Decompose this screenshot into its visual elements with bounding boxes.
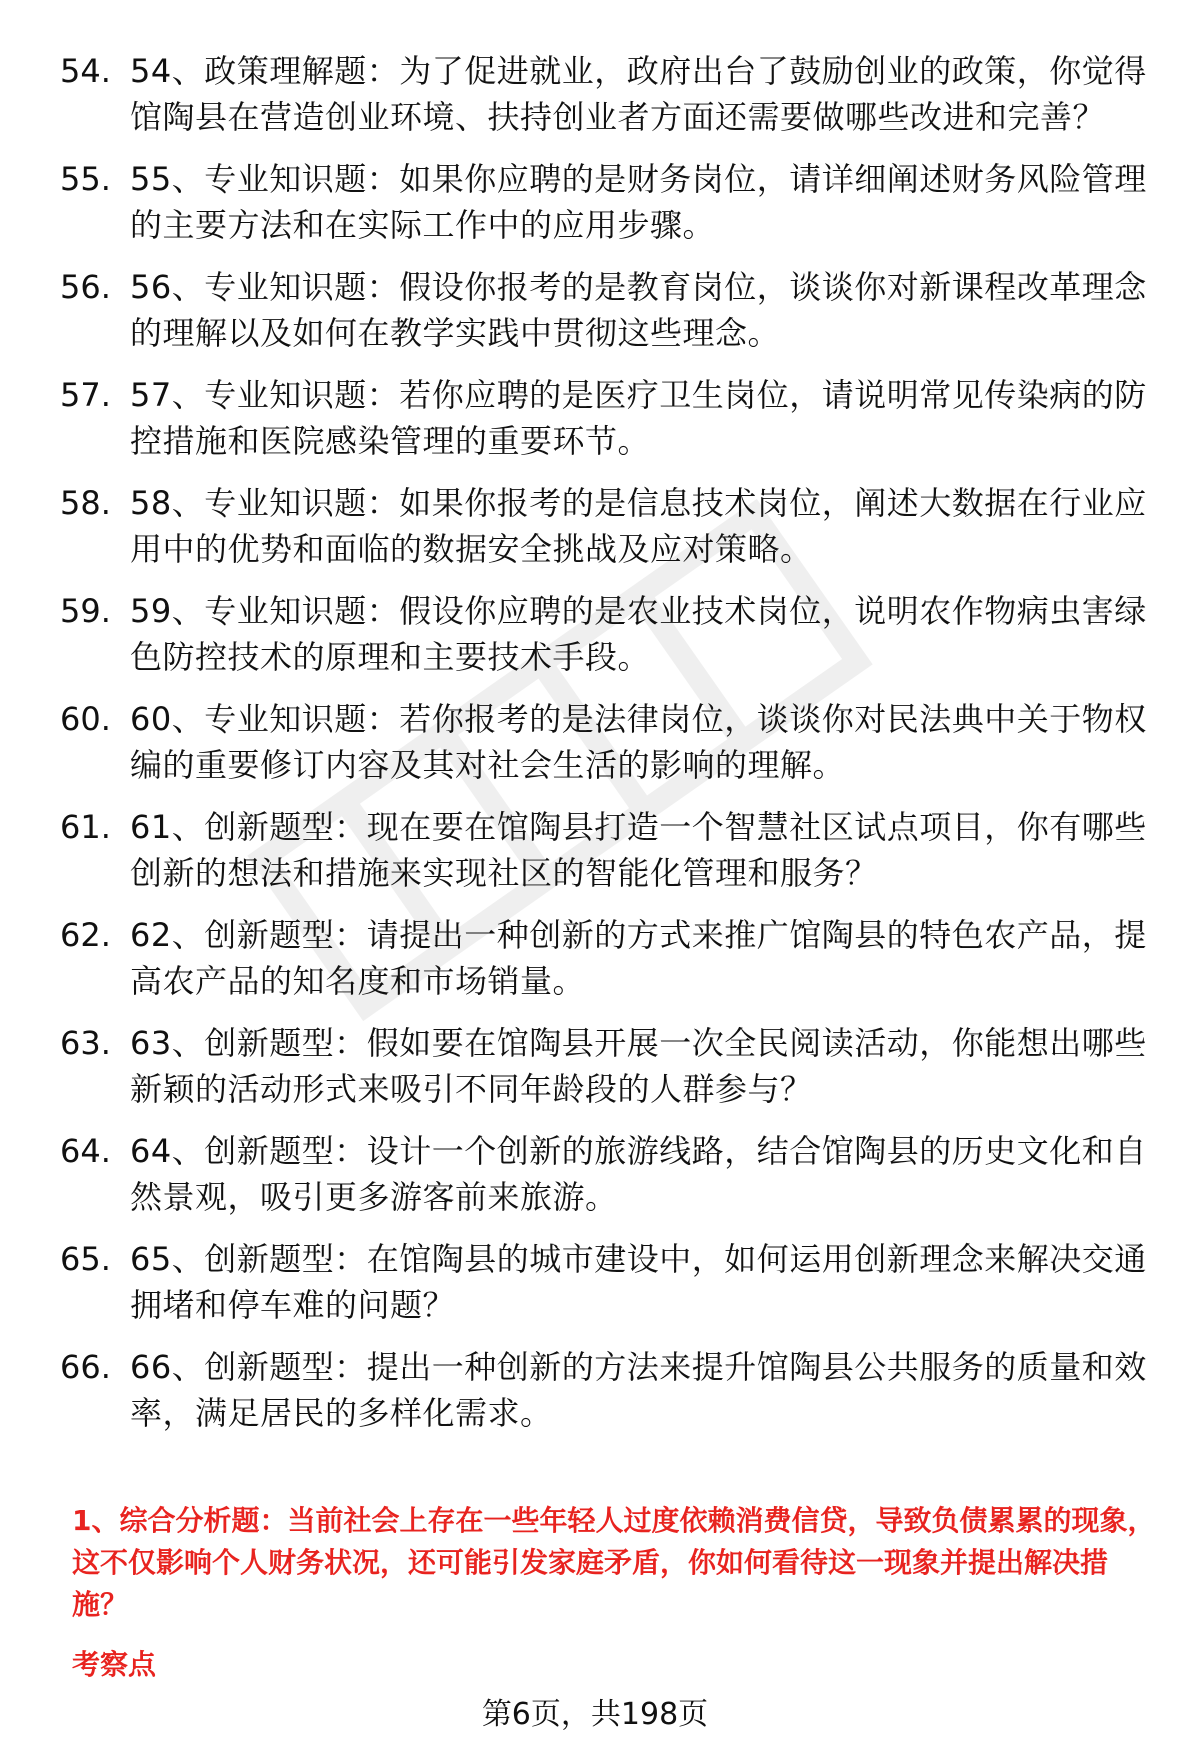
item-number: 62.: [60, 916, 111, 954]
item-text: 61、创新题型：现在要在馆陶县打造一个智慧社区试点项目，你有哪些创新的想法和措施来实现社区的智能化管理和服务？: [130, 808, 1147, 892]
item-text: 65、创新题型：在馆陶县的城市建设中，如何运用创新理念来解决交通拥堵和停车难的问题？: [130, 1240, 1147, 1324]
item-text: 58、专业知识题：如果你报考的是信息技术岗位，阐述大数据在行业应用中的优势和面临的数据安全挑战及应对策略。: [130, 484, 1147, 568]
item-number: 66.: [60, 1348, 111, 1386]
item-number: 59.: [60, 592, 111, 630]
item-text: 56、专业知识题：假设你报考的是教育岗位，谈谈你对新课程改革理念的理解以及如何在教学实践中贯彻这些理念。: [130, 268, 1147, 352]
list-item: [60, 48, 1155, 140]
list-item: [60, 372, 1155, 464]
list-item: [60, 588, 1155, 680]
list-item: [60, 912, 1155, 1004]
item-number: 58.: [60, 484, 111, 522]
list-item: [60, 264, 1155, 356]
item-number: 63.: [60, 1024, 111, 1062]
list-item: [60, 1020, 1155, 1112]
item-text: 64、创新题型：设计一个创新的旅游线路，结合馆陶县的历史文化和自然景观，吸引更多游客前来旅游。: [130, 1132, 1147, 1216]
item-text: 55、专业知识题：如果你应聘的是财务岗位，请详细阐述财务风险管理的主要方法和在实际工作中的应用步骤。: [130, 160, 1147, 244]
item-number: 60.: [60, 700, 111, 738]
list-item: [60, 480, 1155, 572]
page-footer: 第6页，共198页: [481, 1697, 709, 1732]
item-number: 56.: [60, 268, 111, 306]
item-number: 55.: [60, 160, 111, 198]
item-number: 64.: [60, 1132, 111, 1170]
item-number: 57.: [60, 376, 111, 414]
item-number: 54.: [60, 52, 111, 90]
item-number: 65.: [60, 1240, 111, 1278]
item-text: 66、创新题型：提出一种创新的方法来提升馆陶县公共服务的质量和效率，满足居民的多样化需求。: [130, 1348, 1147, 1432]
list-item: [60, 1236, 1155, 1328]
list-item: [60, 156, 1155, 248]
list-item: [60, 1128, 1155, 1220]
section-label: 考察点: [72, 1648, 157, 1681]
question-list: [60, 48, 1155, 1452]
item-text: 63、创新题型：假如要在馆陶县开展一次全民阅读活动，你能想出哪些新颖的活动形式来吸引不同年龄段的人群参与？: [130, 1024, 1147, 1108]
item-text: 60、专业知识题：若你报考的是法律岗位，谈谈你对民法典中关于物权编的重要修订内容及其对社会生活的影响的理解。: [130, 700, 1147, 784]
item-text: 57、专业知识题：若你应聘的是医疗卫生岗位，请说明常见传染病的防控措施和医院感染管理的重要环节。: [130, 376, 1147, 460]
item-text: 59、专业知识题：假设你应聘的是农业技术岗位，说明农作物病虫害绿色防控技术的原理和主要技术手段。: [130, 592, 1147, 676]
item-text: 54、政策理解题：为了促进就业，政府出台了鼓励创业的政策，你觉得馆陶县在营造创业环境、扶持创业者方面还需要做哪些改进和完善？: [130, 52, 1147, 136]
highlight-question: 1、综合分析题：当前社会上存在一些年轻人过度依赖消费信贷，导致负债累累的现象，这不仅影响个人财务状况，还可能引发家庭矛盾，你如何看待这一现象并提出解决措施？: [72, 1504, 1156, 1621]
item-number: 61.: [60, 808, 111, 846]
item-text: 62、创新题型：请提出一种创新的方式来推广馆陶县的特色农产品，提高农产品的知名度和市场销量。: [130, 916, 1147, 1000]
list-item: [60, 804, 1155, 896]
list-item: [60, 696, 1155, 788]
list-item: [60, 1344, 1155, 1436]
